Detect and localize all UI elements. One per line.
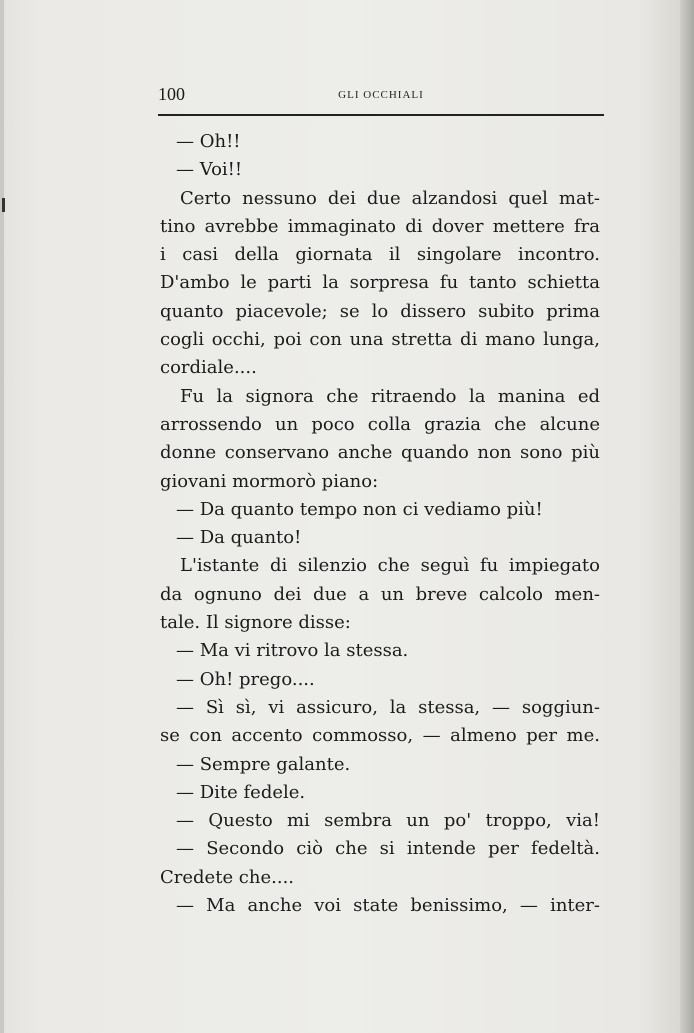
text-line: se con accento commosso, — almeno per me. bbox=[160, 725, 600, 747]
page-number: 100 bbox=[158, 84, 185, 104]
text-line: — Secondo ciò che si intende per fedeltà. bbox=[176, 838, 600, 860]
text-line: — Ma vi ritrovo la stessa. bbox=[176, 640, 409, 662]
text-line: — Oh!! bbox=[176, 131, 241, 152]
text-line: L'istante di silenzio che seguì fu impiegato bbox=[180, 555, 600, 577]
text-line: — Sì sì, vi assicuro, la stessa, — soggiun- bbox=[176, 696, 600, 718]
text-line: Credete che.... bbox=[160, 866, 295, 888]
header-rule bbox=[158, 114, 604, 116]
text-line: — Oh! prego.... bbox=[176, 668, 315, 690]
text-line: da ognuno dei due a un breve calcolo men- bbox=[160, 583, 600, 605]
text-line: — Ma anche voi state benissimo, — inter- bbox=[176, 895, 600, 917]
text-line: donne conservano anche quando non sono più bbox=[160, 442, 600, 464]
text-line: Certo nessuno dei due alzandosi quel mat- bbox=[180, 187, 600, 209]
text-line: — Questo mi sembra un po' troppo, via! bbox=[176, 810, 600, 832]
text-line: D'ambo le parti la sorpresa fu tanto schietta bbox=[160, 272, 600, 294]
page-header bbox=[158, 84, 604, 108]
text-line: cordiale.... bbox=[160, 357, 257, 379]
text-line: tale. Il signore disse: bbox=[160, 612, 351, 634]
text-line: tino avrebbe immaginato di dover mettere fra bbox=[160, 215, 600, 237]
page-left-edge bbox=[0, 0, 4, 1033]
text-line: — Voi!! bbox=[176, 159, 243, 181]
text-line: i casi della giornata il singolare incontro. bbox=[160, 244, 600, 266]
text-line: — Sempre galante. bbox=[176, 753, 351, 775]
text-line: quanto piacevole; se lo dissero subito prima bbox=[160, 300, 600, 322]
text-line: — Da quanto tempo non ci vediamo più! bbox=[176, 498, 543, 520]
page-right-edge-shadow bbox=[680, 0, 694, 1033]
gutter-mark bbox=[2, 198, 5, 212]
running-title: GLI OCCHIALI bbox=[338, 89, 424, 101]
text-line: arrossendo un poco colla grazia che alcune bbox=[160, 413, 600, 435]
text-line: — Dite fedele. bbox=[176, 781, 306, 803]
text-line: cogli occhi, poi con una stretta di mano lunga, bbox=[160, 329, 600, 351]
text-line: Fu la signora che ritraendo la manina ed bbox=[180, 385, 600, 407]
text-line: — Da quanto! bbox=[176, 527, 302, 549]
text-line: giovani mormorò piano: bbox=[160, 470, 379, 492]
body-text bbox=[160, 128, 600, 920]
